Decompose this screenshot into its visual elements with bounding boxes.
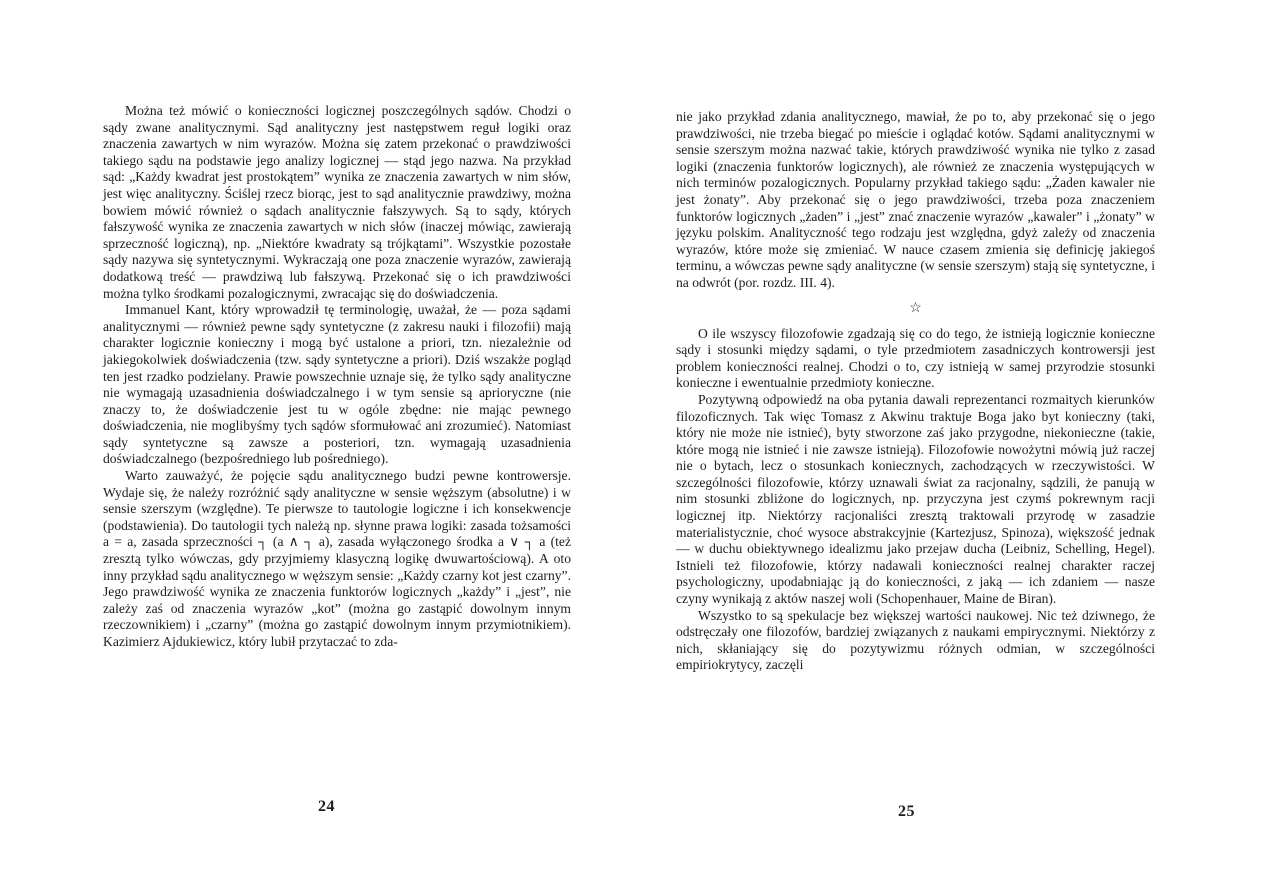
right-continuation-paragraph: nie jako przykład zdania analitycznego, mawiał, że po to, aby przekonać się o jego prawdziwości, nie trzeba biegać po mieście i oglądać kotów. Sądami analitycznymi w sensie szerszym można nazwać takie, których prawdziwość wynika nie tylko z zasad logiki (znaczenia funktorów logicznych), ale również ze znaczenia występujących w nich terminów pozalogicznych. Popularny przykład takiego sądu: „Żaden kawaler nie jest żonaty”. Aby przekonać się o jego prawdziwości, trzeba poza znaczeniem funktorów logicznych „żaden” i „jest” znać znaczenie wyrazów „kawaler” i „żonaty” w języku polskim. Analityczność tego rodzaju jest względna, gdyż zależy od znaczenia wyrazów, które może się zmieniać. W nauce czasem zmienia się definicję jakiegoś terminu, a wówczas pewne sądy analityczne (w sensie szerszym) stają się syntetyczne, i na odwrót (por. rozdz. III. 4). [676,109,1155,290]
left-paragraph-2: Immanuel Kant, który wprowadził tę terminologię, uważał, że — poza sądami analitycznymi — również pewne sądy syntetyczne (z zakresu nauki i filozofii) mają charakter logicznie konieczny i mogą być ustalone a priori, tzn. niezależnie od jakiegokolwiek doświadczenia (tzw. sądy syntetyczne a priori). Dziś wszakże pogląd ten jest rzadko podzielany. Prawie powszechnie uznaje się, że tylko sądy analityczne nie wymagają uzasadnienia doświadczalnego i w tym sensie są aprioryczne (nie znaczy to, że doświadczenie jest tu w ogóle zbędne: nie mając pewnego doświadczenia, nie moglibyśmy tych sądów sformułować ani zrozumieć). Natomiast sądy syntetyczne są zawsze a posteriori, tzn. wymagają uzasadnienia doświadczalnego (bezpośredniego lub pośredniego). [103,302,571,467]
right-paragraph-1: O ile wszyscy filozofowie zgadzają się co do tego, że istnieją logicznie konieczne sądy i stosunki między sądami, o tyle przedmiotem zasadniczych kontrowersji jest problem konieczności realnej. Chodzi o to, czy istnieją w samej przyrodzie stosunki konieczne i ewentualnie przedmioty konieczne. [676,325,1155,391]
right-paragraph-2: Pozytywną odpowiedź na oba pytania dawali reprezentanci rozmaitych kierunków filozoficznych. Tak więc Tomasz z Akwinu traktuje Boga jako byt konieczny (taki, który nie może nie istnieć), byty stworzone zaś jako przygodne, niekonieczne (takie, które mogą nie istnieć i nie zawsze istnieją). Filozofowie nowożytni mówią już raczej nie o bytach, lecz o stosunkach koniecznych, zachodzących w rzeczywistości. W szczególności filozofowie, którzy uznawali świat za racjonalny, sądzili, że panują w nim stosunki zbliżone do logicznych, np. przyczyna jest czymś pokrewnym racji logicznej itp. Niektórzy racjonaliści zresztą traktowali przyrodę w zasadzie materialistycznie, choć wysoce abstrakcyjnie (Kartezjusz, Spinoza), większość jednak — w duchu obiektywnego idealizmu jako przejaw ducha (Leibniz, Schelling, Hegel). Istnieli też filozofowie, którzy nadawali konieczności realnej charakter raczej psychologiczny, upodabniając ją do konieczności, z jaką — ich zdaniem — nasze czyny wynikają z aktów naszej woli (Schopenhauer, Maine de Biran). [676,391,1155,607]
right-paragraph-3: Wszystko to są spekulacje bez większej wartości naukowej. Nic też dziwnego, że odstręczały one filozofów, bardziej związanych z naukami empirycznymi. Niektórzy z nich, skłaniający się do pozytywizmu różnych odmian, w szczególności empiriokrytycy, zaczęli [676,607,1155,673]
right-page-number: 25 [898,803,915,820]
section-separator-star-icon: ☆ [909,300,922,316]
left-page [0,0,631,893]
left-paragraph-3: Warto zauważyć, że pojęcie sądu analitycznego budzi pewne kontrowersje. Wydaje się, że należy rozróżnić sądy analityczne w sensie węższym (absolutne) i w sensie szerszym (względne). Te pierwsze to tautologie logiczne i ich konsekwencje (podstawienia). Do tautologii tych należą np. słynne prawa logiki: zasada tożsamości a = a, zasada sprzeczności ┐ (a ∧ ┐ a), zasada wyłączonego środka a ∨ ┐ a (też zresztą tylko wówczas, gdy przyjmiemy klasyczną logikę dwuwartościową). A oto inny przykład sądu analitycznego w węższym sensie: „Każdy czarny kot jest czarny”. Jego prawdziwość wynika ze znaczenia funktorów logicznych „każdy” i „jest”, nie zależy zaś od znaczenia wyrazów „kot” (można go zastąpić dowolnym innym rzeczownikiem) i „czarny” (można go zastąpić dowolnym innym przymiotnikiem). Kazimierz Ajdukiewicz, który lubił przytaczać to zda- [103,468,571,649]
left-page-number: 24 [318,798,335,815]
right-page [631,0,1263,893]
right-page-text-column [676,109,1155,674]
left-page-text-column [103,103,571,651]
left-paragraph-1: Można też mówić o konieczności logicznej poszczególnych sądów. Chodzi o sądy zwane analitycznymi. Sąd analityczny jest następstwem reguł logiki oraz znaczenia zawartych w nim wyrazów. Można się zatem przekonać o prawdziwości takiego sądu na podstawie jego analizy logicznej — stąd jego nazwa. Na przykład sąd: „Każdy kwadrat jest prostokątem” wynika ze znaczenia zawartych w nim słów, jest więc analityczny. Ściślej rzecz biorąc, jest to sąd analitycznie prawdziwy, można bowiem mówić również o sądach analitycznie fałszywych. Są to sądy, których fałszywość wynika ze znaczenia zawartych w nich słów (inaczej mówiąc, zawierają sprzeczność logiczną), np. „Niektóre kwadraty są trójkątami”. Wszystkie pozostałe sądy nazywa się syntetycznymi. Wykraczają one poza znaczenie wyrazów, zawierają dodatkową treść — prawdziwą lub fałszywą. Przekonać się o ich prawdziwości można tylko środkami pozalogicznymi, zwracając się do doświadczenia. [103,103,571,301]
